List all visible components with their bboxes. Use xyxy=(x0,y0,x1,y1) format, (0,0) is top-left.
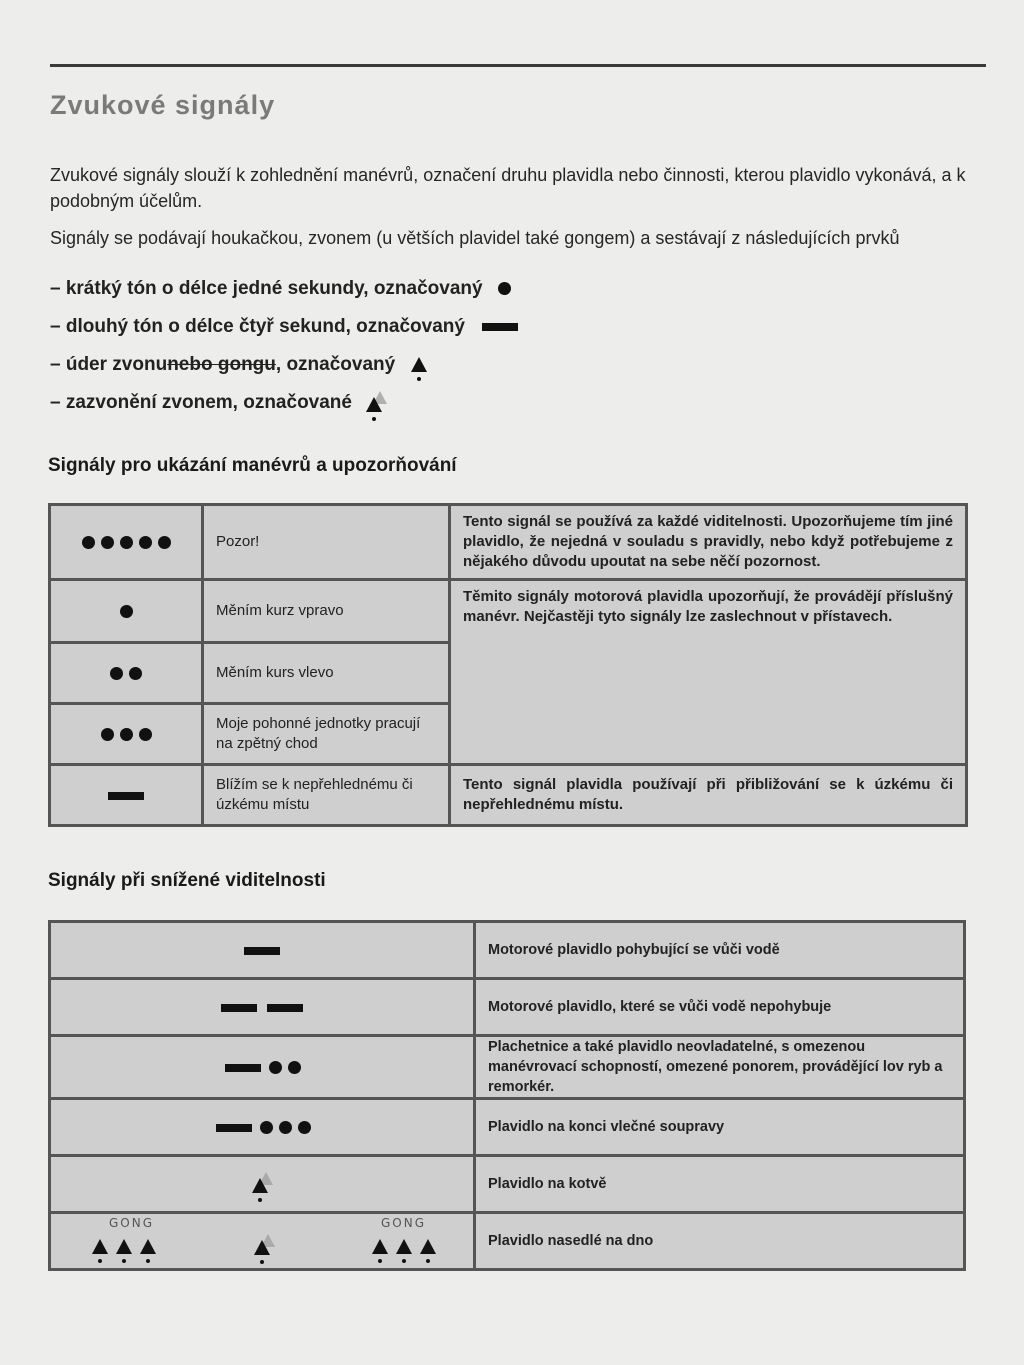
signal-description: Tento signál se používá za každé viditelnosti. Upozorňujeme tím jiné plavidlo, že nejedná v souladu s pravidly, nebo když potřebujeme z nějakého důvodu upoutat na sebe něčí pozornost. xyxy=(450,505,967,580)
triangle-icon xyxy=(407,354,431,376)
signal-meaning: Měním kurz vpravo xyxy=(203,580,450,643)
bell-icon xyxy=(364,391,388,415)
triangle-icon xyxy=(368,1238,440,1255)
dash-icon xyxy=(477,316,523,338)
signal-symbol xyxy=(50,580,203,643)
signal-symbol xyxy=(50,1036,475,1099)
signal-description: Tento signál plavidla používají při přibližování se k úzkému či nepřehlednému místu. xyxy=(450,765,967,826)
bell-icon xyxy=(250,1172,274,1196)
item-label-end: , označovaný xyxy=(275,354,396,375)
intro-paragraph: Zvukové signály slouží k zohlednění manévrů, označení druhu plavidla nebo činnosti, kterou plavidlo vykonává, a k podobným účelům. xyxy=(50,165,966,211)
signal-meaning: Pozor! xyxy=(203,505,450,580)
list-item xyxy=(50,384,523,422)
section-title-visibility: Signály při snížené viditelnosti xyxy=(48,870,326,891)
signal-meaning: Měním kurs vlevo xyxy=(203,643,450,704)
section-title-maneuvers: Signály pro ukázání manévrů a upozorňování xyxy=(48,455,457,476)
list-item xyxy=(50,346,523,384)
table-row xyxy=(50,1036,965,1099)
signal-symbol xyxy=(50,643,203,704)
signal-symbol xyxy=(50,704,203,765)
signal-symbol xyxy=(50,979,475,1036)
list-item xyxy=(50,270,523,308)
signal-meaning: Motorové plavidlo pohybující se vůči vodě xyxy=(475,922,965,979)
table-row xyxy=(50,979,965,1036)
table-row xyxy=(50,922,965,979)
intro-paragraph-2: Signály se podávají houkačkou, zvonem (u větších plavidel také gongem) a sestávají z následujících prvků xyxy=(50,228,900,248)
table-row xyxy=(50,1099,965,1156)
dot-icon xyxy=(495,278,514,300)
signal-description: Těmito signály motorová plavidla upozorňují, že provádějí příslušný manévr. Nejčastěji tyto signály lze zaslechnout v přístavech. xyxy=(450,580,967,765)
item-label: – úder zvonu xyxy=(50,354,168,375)
item-label: – dlouhý tón o délce čtyř sekund, označovaný xyxy=(50,316,465,337)
list-item xyxy=(50,308,523,346)
signal-meaning: Plachetnice a také plavidlo neovladatelné, s omezenou manévrovací schopností, omezené ponorem, provádějící lov ryb a remorkér. xyxy=(475,1036,965,1099)
top-rule xyxy=(50,64,986,67)
signal-meaning: Moje pohonné jednotky pracují na zpětný chod xyxy=(203,704,450,765)
signal-symbol xyxy=(50,1156,475,1213)
struck-text: nebo gongu xyxy=(167,354,276,375)
item-label: – zazvonění zvonem, označované xyxy=(50,392,352,413)
table-row xyxy=(50,505,967,580)
gong-note-left: GONG xyxy=(109,1216,155,1230)
signal-symbol xyxy=(50,1213,475,1270)
signal-symbol xyxy=(50,765,203,826)
signal-meaning: Blížím se k nepřehlednému či úzkému místu xyxy=(203,765,450,826)
signal-meaning: Motorové plavidlo, které se vůči vodě nepohybuje xyxy=(475,979,965,1036)
signal-symbol xyxy=(50,922,475,979)
gong-note-right: GONG xyxy=(381,1216,427,1230)
maneuver-signals-table xyxy=(48,503,968,827)
page-title: Zvukové signály xyxy=(50,90,276,120)
table-row xyxy=(50,1156,965,1213)
table-row xyxy=(50,580,967,643)
triangle-icon xyxy=(88,1238,160,1255)
table-row xyxy=(50,765,967,826)
signal-symbol xyxy=(50,1099,475,1156)
visibility-signals-table xyxy=(48,920,966,1271)
signal-elements-list xyxy=(50,270,523,422)
bell-icon xyxy=(252,1234,276,1258)
signal-meaning: Plavidlo nasedlé na dno xyxy=(475,1213,965,1270)
signal-meaning: Plavidlo na konci vlečné soupravy xyxy=(475,1099,965,1156)
table-row xyxy=(50,1213,965,1270)
signal-symbol xyxy=(50,505,203,580)
signal-meaning: Plavidlo na kotvě xyxy=(475,1156,965,1213)
item-label: – krátký tón o délce jedné sekundy, označovaný xyxy=(50,278,483,299)
